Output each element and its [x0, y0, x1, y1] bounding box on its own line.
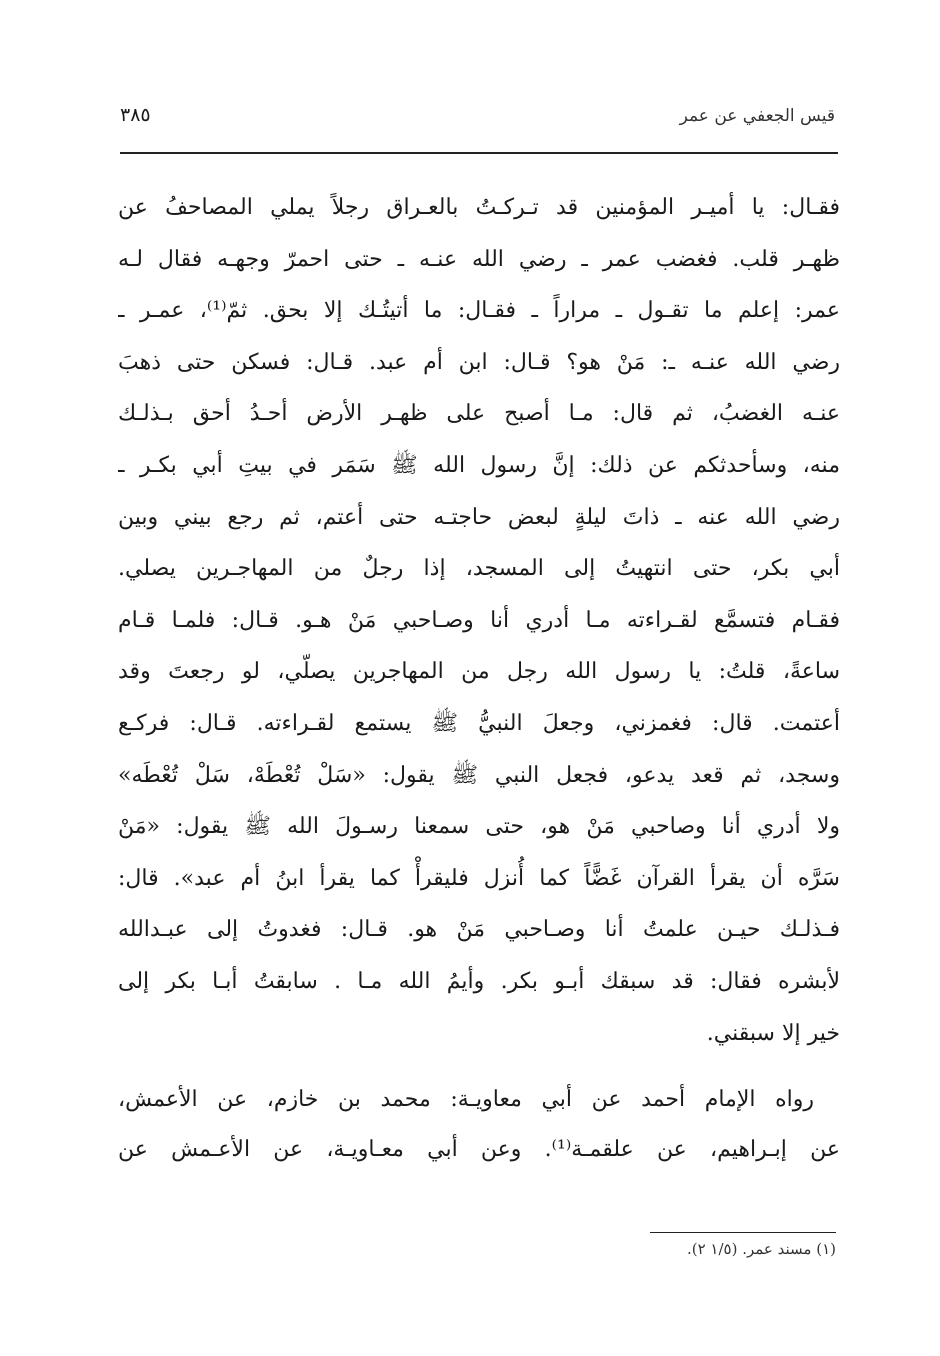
header-divider	[120, 152, 838, 154]
text-line: فقـال: يا أميـر المؤمنين قد تـركـتُ بالعـراق رجلاً يملي المصاحفُ عن	[118, 195, 840, 220]
text-line: خير إلا سبقني.	[706, 1020, 840, 1046]
text-line: فـذلـك حيـن علمتُ أنا وصـاحبي مَنْ هو. قـال: فغدوتُ إلى عبـدالله	[118, 917, 840, 943]
text-line: عنـه الغضبُ، ثم قال: مـا أصبح على ظهـر الأرض أحـدُ أحق بـذلـك	[118, 401, 840, 427]
running-title: قيس الجعفي عن عمر	[679, 106, 835, 126]
text-line: أعتمت. قال: فغمزني، وجعلَ النبيُّ ﷺ يستمع لقـراءته. قـال: فركـع	[118, 710, 840, 736]
text-line: أبي بكر، حتى انتهيتُ إلى المسجد، إذا رجلٌ من المهاجـرين يصلي.	[118, 556, 840, 582]
running-header	[120, 100, 835, 140]
page-number: ٣٨٥	[120, 104, 151, 126]
text-line: رضي الله عنـه ـ: مَنْ هو؟ قـال: ابن أم عبد. قـال: فسكن حتى ذهبَ	[118, 349, 840, 375]
text-line: ولا أدري أنا وصاحبي مَنْ هو، حتى سمعنا رسـولَ الله ﷺ يقول: «مَنْ	[118, 814, 840, 840]
footnote-divider	[650, 1232, 836, 1233]
text-line: فقـام فتسمَّع لقـراءته مـا أدري أنا وصـاحبي مَنْ هـو. قـال: فلمـا قـام	[118, 607, 840, 633]
text-line: ساعةً، قلتُ: يا رسول الله رجل من المهاجرين يصلّي، لو رجعتَ وقد	[118, 659, 840, 685]
footnote: (١) مسند عمر. (١/٥ ٢).	[686, 1240, 836, 1258]
text-line: لأبشره فقال: قد سبقك أبـو بكر. وأيمُ الله مـا . سابقتُ أبـا بكر إلى	[118, 968, 840, 994]
narration-paragraph	[118, 1075, 840, 1175]
text-line: رضي الله عنه ـ ذاتَ ليلةٍ لبعض حاجتـه حتى أعتم، ثم رجع بيني وبين	[118, 504, 840, 530]
text-line: عمر: إعلم ما تقـول ـ مراراً ـ فقـال: ما أتيتُـك إلا بحق. ثمّ⁽¹⁾، عمـر ـ	[118, 298, 840, 324]
text-line: سَرَّه أن يقرأ القرآن غَضًّاً كما أُنزل فليقرأْ كما يقرأ ابنُ أم عبد». قال:	[118, 865, 840, 891]
text-line: منه، وسأحدثكم عن ذلك: إنَّ رسول الله ﷺ سَمَر في بيتِ أبي بكـر ـ	[118, 452, 840, 478]
text-line: رواه الإمام أحمد عن أبي معاويـة: محمد بن خازم، عن الأعمش،	[118, 1087, 814, 1112]
text-line: ظهـر قلب. فغضب عمر ـ رضي الله عنـه ـ حتى احمرّ وجهـه فقال لـه	[118, 246, 840, 272]
main-paragraph	[118, 182, 840, 1059]
text-line: عن إبـراهيم، عن علقمـة⁽¹⁾. وعن أبي معـاويـة، عن الأعـمش عن	[118, 1137, 840, 1162]
text-line: وسجد، ثم قعد يدعو، فجعل النبي ﷺ يقول: «سَلْ تُعْطَهْ، سَلْ تُعْطَه»	[118, 762, 840, 788]
